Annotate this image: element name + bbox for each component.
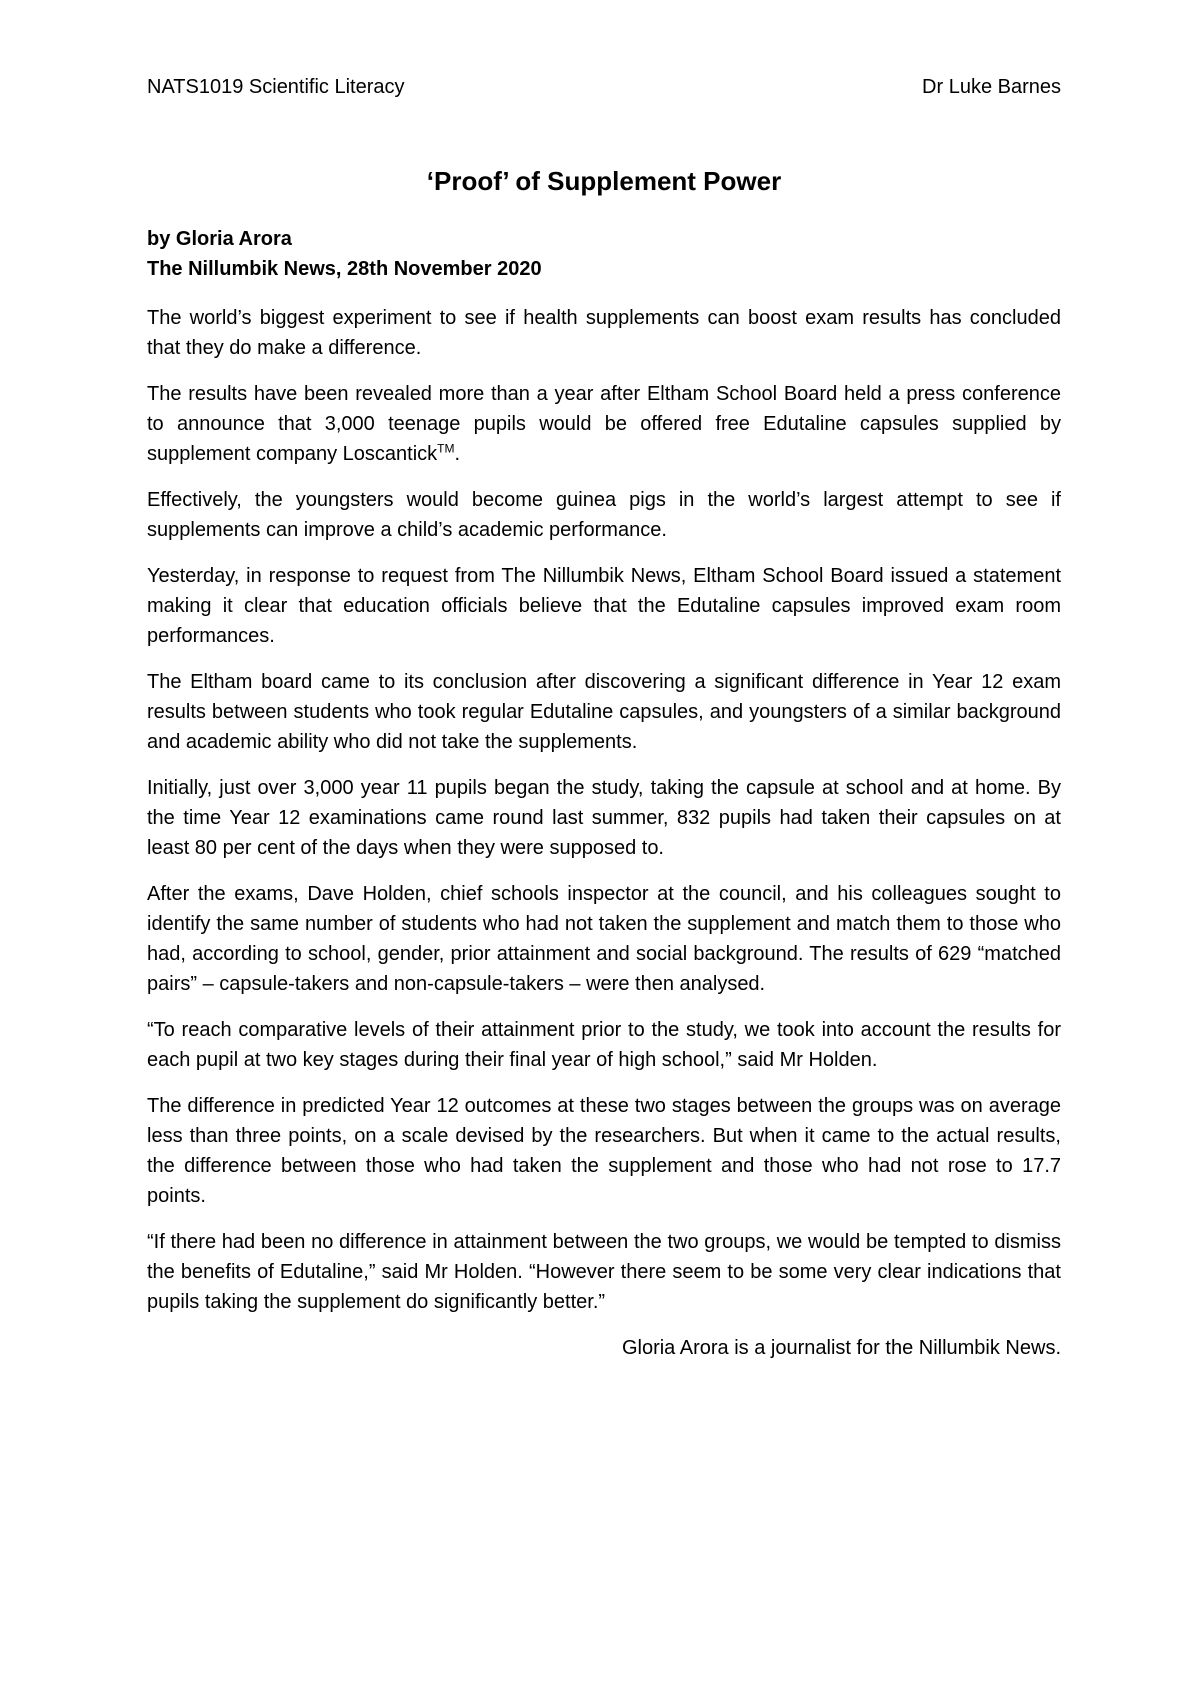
paragraph: “If there had been no difference in attainment between the two groups, we would be tempted to dismiss the benefits of Edutaline,” said Mr Holden. “However there seem to be some very clear indications that pupils taking the supplement do significantly better.” bbox=[147, 1231, 1061, 1313]
author-signoff: Gloria Arora is a journalist for the Nillumbik News. bbox=[621, 1337, 1061, 1359]
trademark-symbol: TM bbox=[437, 441, 455, 456]
course-title: NATS1019 Scientific Literacy bbox=[147, 76, 405, 98]
paragraph: The difference in predicted Year 12 outcomes at these two stages between the groups was on average less than three points, on a scale devised by the researchers. But when it came to the actual results, the difference between those who had taken the supplement and those who had not rose to 17.7 points. bbox=[147, 1095, 1061, 1207]
article-title: ‘Proof’ of Supplement Power bbox=[426, 166, 782, 196]
article-body bbox=[147, 303, 1061, 1379]
paragraph: Yesterday, in response to request from The Nillumbik News, Eltham School Board issued a statement making it clear that education officials believe that the Edutaline capsules improved exam room performances. bbox=[147, 565, 1061, 647]
paragraph: The world’s biggest experiment to see if health supplements can boost exam results has concluded that they do make a difference. bbox=[147, 307, 1061, 359]
paragraph-end: . bbox=[454, 443, 461, 465]
paragraph-text: The results have been revealed more than a year after Eltham School Board held a press conference to announce that 3,000 teenage pupils would be offered free Edutaline capsules supplied by supplement company Loscantick bbox=[147, 383, 1061, 465]
article-byline-block bbox=[147, 224, 542, 284]
article-source: The Nillumbik News, 28th November 2020 bbox=[147, 258, 542, 280]
paragraph: The Eltham board came to its conclusion after discovering a significant difference in Year 12 exam results between students who took regular Edutaline capsules, and youngsters of a similar background and academic ability who did not take the supplements. bbox=[147, 671, 1061, 753]
paragraph: Effectively, the youngsters would become guinea pigs in the world’s largest attempt to see if supplements can improve a child’s academic performance. bbox=[147, 489, 1061, 541]
paragraph: Initially, just over 3,000 year 11 pupils began the study, taking the capsule at school and at home. By the time Year 12 examinations came round last summer, 832 pupils had taken their capsules on at least 80 per cent of the days when they were supposed to. bbox=[147, 777, 1061, 859]
paragraph: After the exams, Dave Holden, chief schools inspector at the council, and his colleagues sought to identify the same number of students who had not taken the supplement and match them to those who had, according to school, gender, prior attainment and social background. The results of 629 “matched pairs” – capsule-takers and non-capsule-takers – were then analysed. bbox=[147, 883, 1061, 995]
lecturer-name: Dr Luke Barnes bbox=[922, 76, 1061, 98]
paragraph: “To reach comparative levels of their attainment prior to the study, we took into account the results for each pupil at two key stages during their final year of high school,” said Mr Holden. bbox=[147, 1019, 1061, 1071]
paragraph bbox=[147, 379, 1061, 469]
article-byline: by Gloria Arora bbox=[147, 228, 292, 250]
